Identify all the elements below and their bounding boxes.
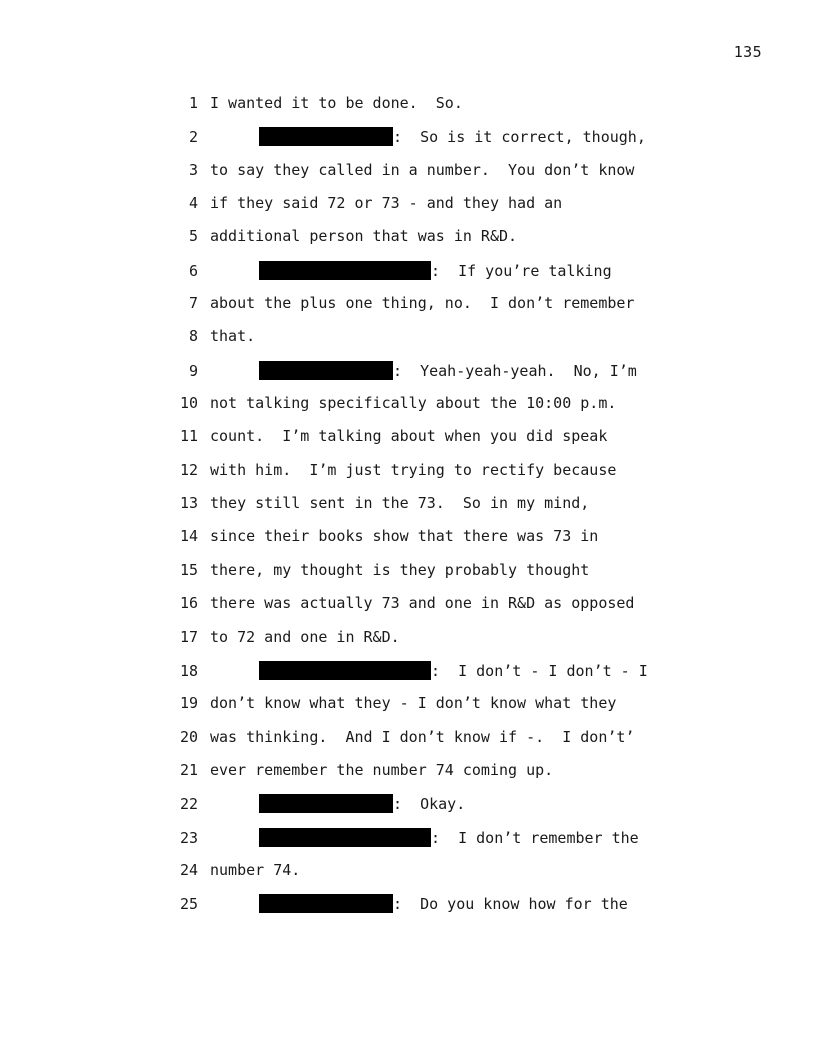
line-text: not talking specifically about the 10:00 p.m. xyxy=(210,394,617,413)
transcript-line-2 xyxy=(176,127,676,160)
transcript-line-23 xyxy=(176,828,676,861)
transcript-line-8 xyxy=(176,327,676,360)
line-text: was thinking. And I don’t know if -. I don’t’ xyxy=(210,727,635,746)
line-text: : So is it correct, though, xyxy=(393,128,646,147)
transcript-line-22 xyxy=(176,794,676,827)
line-text: they still sent in the 73. So in my mind, xyxy=(210,494,590,513)
transcript-line-19 xyxy=(176,694,676,727)
redaction-box xyxy=(259,828,431,847)
transcript-line-15 xyxy=(176,561,676,594)
transcript-body xyxy=(176,94,676,928)
line-text: ever remember the number 74 coming up. xyxy=(210,760,554,779)
line-number: 24 xyxy=(179,860,198,879)
line-number: 25 xyxy=(179,895,198,914)
transcript-line-10 xyxy=(176,394,676,427)
transcript-line-20 xyxy=(176,728,676,761)
line-text: with him. I’m just trying to rectify because xyxy=(210,460,617,479)
transcript-line-21 xyxy=(176,761,676,794)
line-text: additional person that was in R&D. xyxy=(210,227,518,246)
transcript-line-3 xyxy=(176,161,676,194)
line-text: there was actually 73 and one in R&D as opposed xyxy=(210,594,635,613)
line-number: 3 xyxy=(188,160,198,179)
line-text: : Okay. xyxy=(393,795,466,814)
line-number: 15 xyxy=(179,560,198,579)
line-number: 19 xyxy=(179,694,198,713)
line-text: since their books show that there was 73 in xyxy=(210,527,599,546)
page-number: 135 xyxy=(733,43,762,61)
line-number: 7 xyxy=(188,294,198,313)
line-number: 13 xyxy=(179,494,198,513)
line-number: 18 xyxy=(179,661,198,680)
line-text: : I don’t remember the xyxy=(431,828,639,847)
line-text: to 72 and one in R&D. xyxy=(210,627,400,646)
transcript-line-5 xyxy=(176,227,676,260)
transcript-line-9 xyxy=(176,361,676,394)
redaction-box xyxy=(259,794,393,813)
line-text: : I don’t - I don’t - I xyxy=(431,661,648,680)
transcript-line-14 xyxy=(176,527,676,560)
line-number: 1 xyxy=(188,94,198,112)
line-text: count. I’m talking about when you did speak xyxy=(210,427,608,446)
transcript-line-16 xyxy=(176,594,676,627)
line-text: there, my thought is they probably thought xyxy=(210,560,590,579)
line-text: : If you’re talking xyxy=(431,261,612,280)
line-number: 10 xyxy=(179,394,198,413)
line-number: 5 xyxy=(188,227,198,246)
line-number: 22 xyxy=(179,795,198,814)
transcript-line-18 xyxy=(176,661,676,694)
line-number: 8 xyxy=(188,327,198,346)
line-number: 16 xyxy=(179,594,198,613)
transcript-line-17 xyxy=(176,628,676,661)
line-text: if they said 72 or 73 - and they had an xyxy=(210,194,563,213)
line-text: : Yeah-yeah-yeah. No, I’m xyxy=(393,361,637,380)
line-number: 21 xyxy=(179,760,198,779)
transcript-line-25 xyxy=(176,894,676,927)
line-text: I wanted it to be done. So. xyxy=(210,94,463,112)
redaction-box xyxy=(259,661,431,680)
transcript-line-24 xyxy=(176,861,676,894)
line-number: 11 xyxy=(179,427,198,446)
line-text: : Do you know how for the xyxy=(393,895,628,914)
transcript-line-1 xyxy=(176,94,676,127)
redaction-box xyxy=(259,894,393,913)
line-text: to say they called in a number. You don’t know xyxy=(210,160,635,179)
line-number: 6 xyxy=(188,261,198,280)
line-text: number 74. xyxy=(210,860,301,879)
redaction-box xyxy=(259,261,431,280)
line-number: 14 xyxy=(179,527,198,546)
transcript-line-12 xyxy=(176,461,676,494)
line-number: 2 xyxy=(188,128,198,147)
line-number: 23 xyxy=(179,828,198,847)
redaction-box xyxy=(259,127,393,146)
line-text: about the plus one thing, no. I don’t remember xyxy=(210,294,635,313)
line-number: 4 xyxy=(188,194,198,213)
line-text: don’t know what they - I don’t know what they xyxy=(210,694,617,713)
line-number: 9 xyxy=(188,361,198,380)
line-text: that. xyxy=(210,327,256,346)
redaction-box xyxy=(259,361,393,380)
line-number: 12 xyxy=(179,460,198,479)
transcript-line-4 xyxy=(176,194,676,227)
transcript-line-7 xyxy=(176,294,676,327)
transcript-line-11 xyxy=(176,427,676,460)
transcript-line-13 xyxy=(176,494,676,527)
line-number: 20 xyxy=(179,727,198,746)
transcript-line-6 xyxy=(176,261,676,294)
line-number: 17 xyxy=(179,627,198,646)
